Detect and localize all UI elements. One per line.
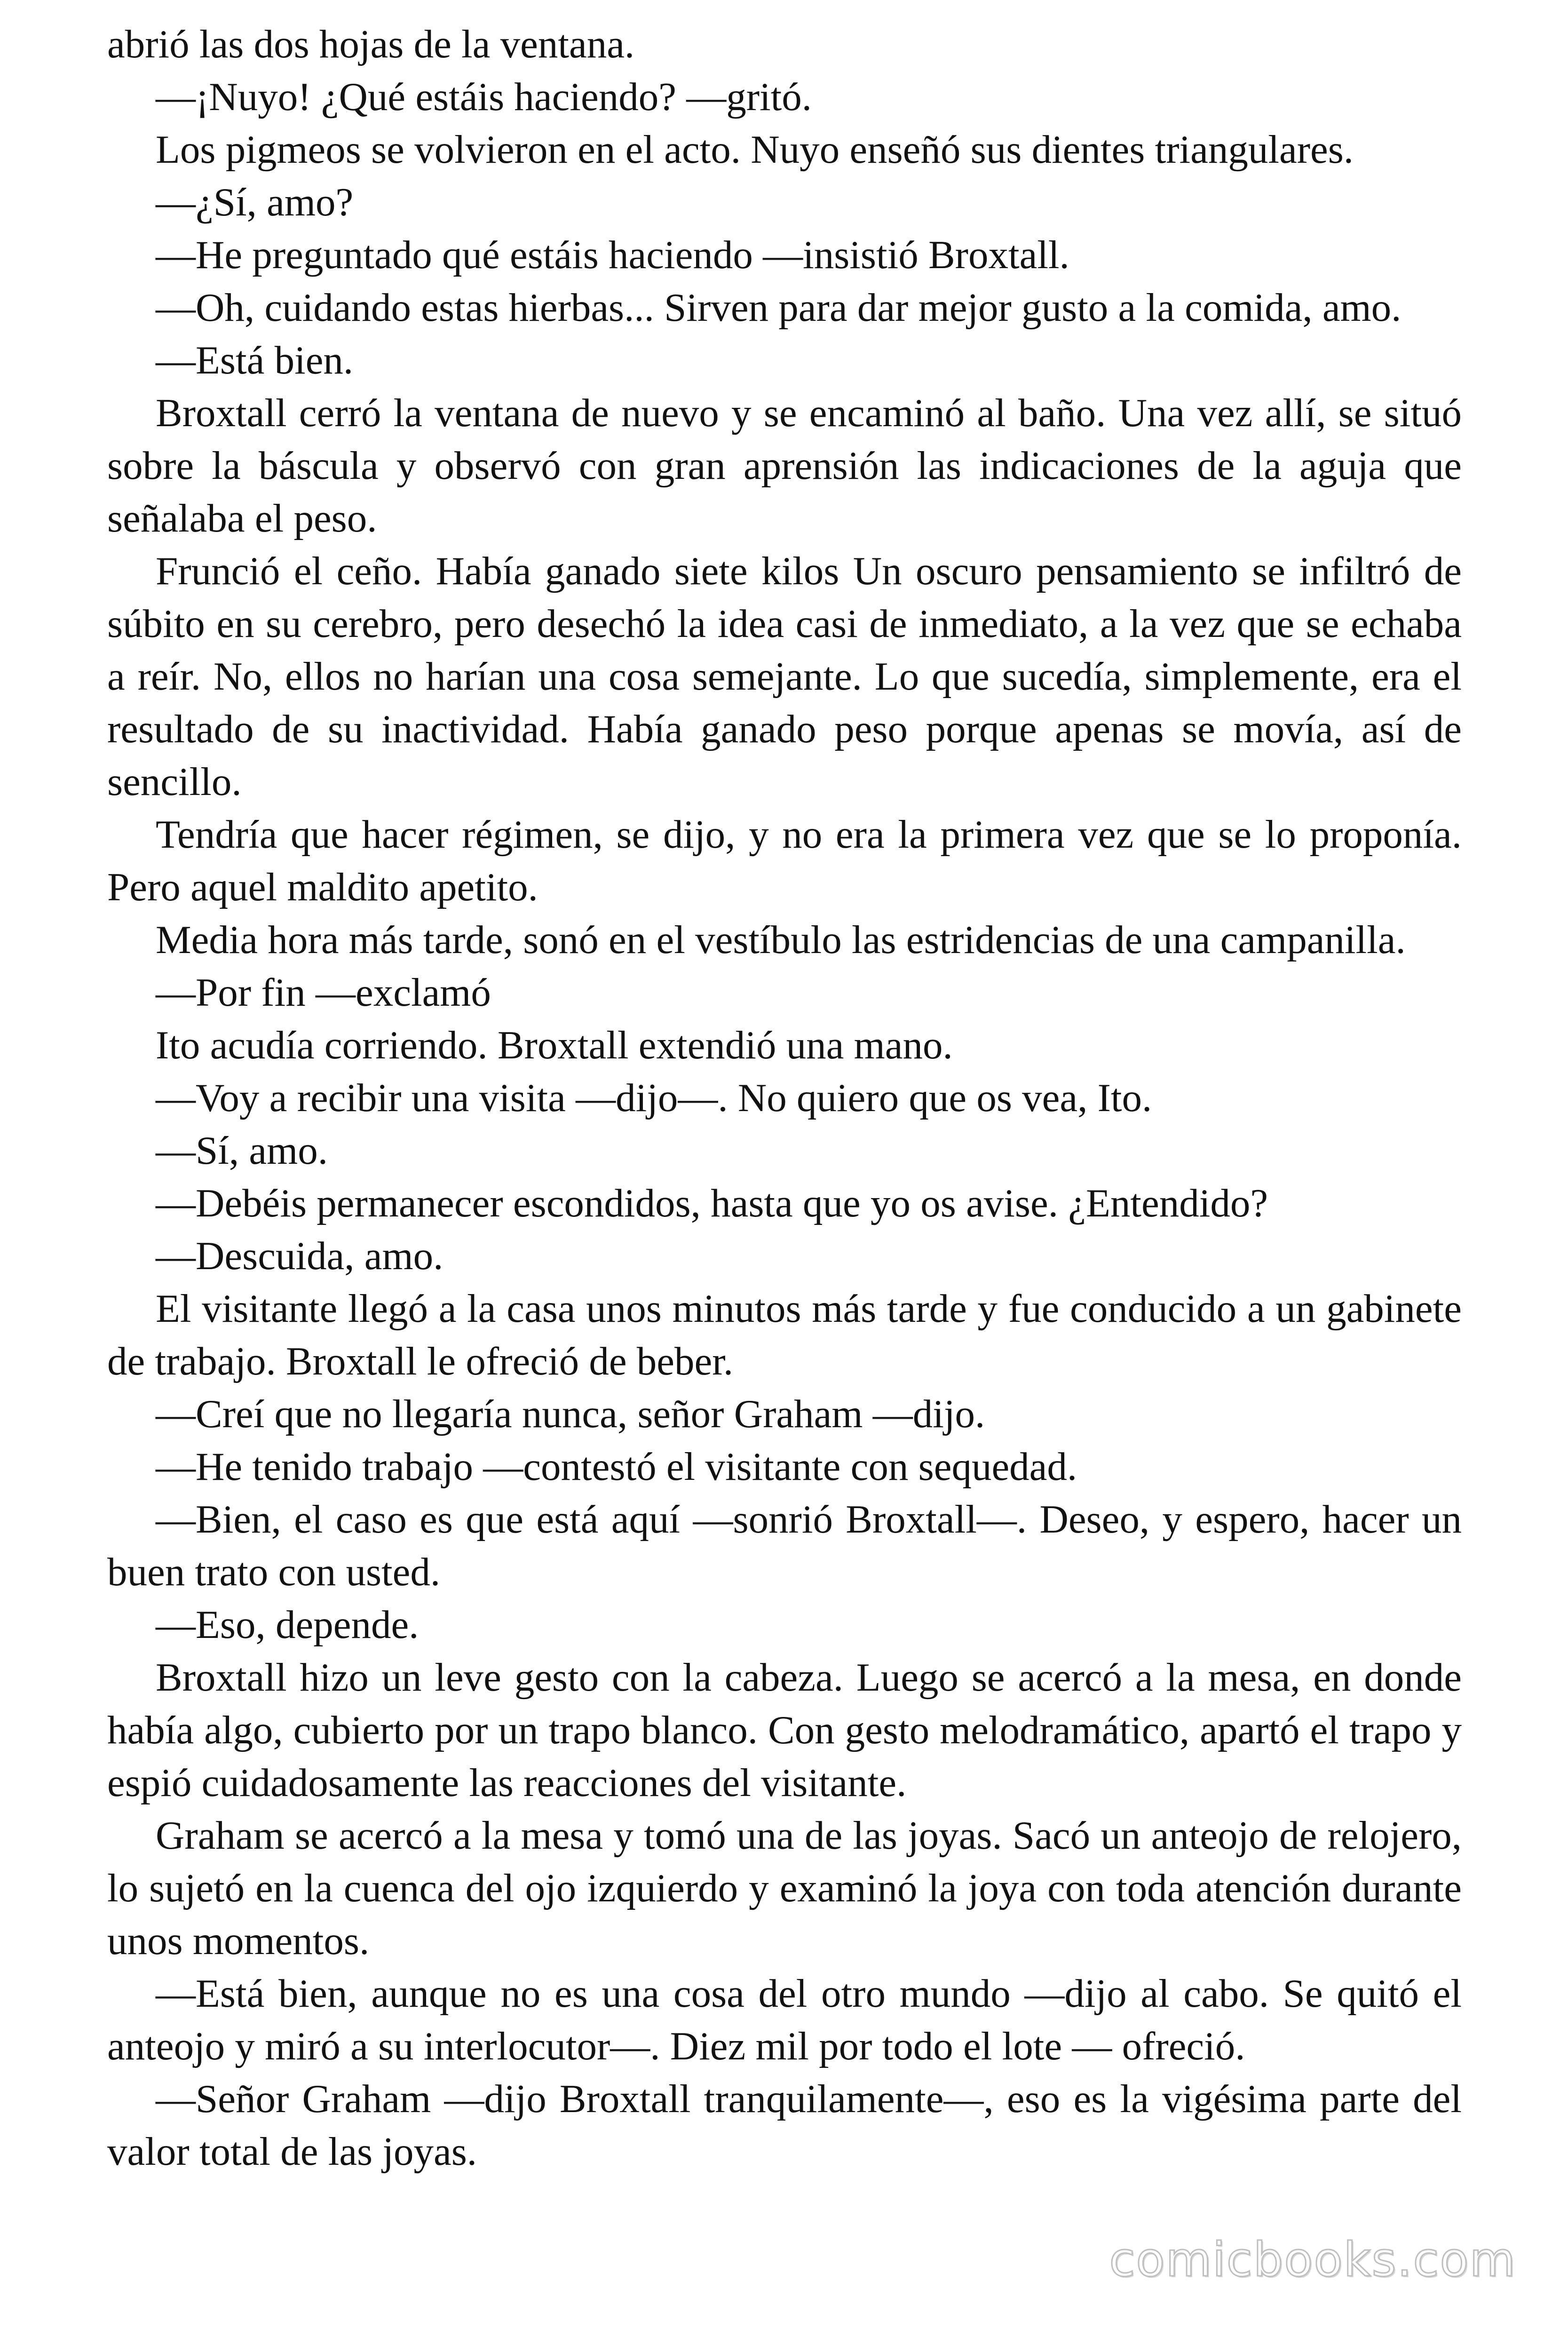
paragraph: Frunció el ceño. Había ganado siete kilos Un oscuro pensamiento se infiltró de súbito en su cerebro, pero desechó la idea casi de inmediato, a la vez que se echaba a reír. No, ellos no harían una cosa semejante. Lo que sucedía, simplemente, era el resultado de su inactividad. Había ganado peso porque apenas se movía, así de sencillo. (107, 549, 1462, 804)
paragraph: —He tenido trabajo —contestó el visitante con sequedad. (156, 1445, 1077, 1489)
paragraph: —¡Nuyo! ¿Qué estáis haciendo? —gritó. (156, 75, 812, 119)
paragraph: —Creí que no llegaría nunca, señor Graham —dijo. (156, 1392, 985, 1436)
paragraph: —Por fin —exclamó (156, 970, 491, 1015)
paragraph: —¿Sí, amo? (156, 180, 354, 224)
paragraph: —Oh, cuidando estas hierbas... Sirven para dar mejor gusto a la comida, amo. (156, 286, 1402, 330)
paragraph: Los pigmeos se volvieron en el acto. Nuyo enseñó sus dientes triangulares. (156, 127, 1354, 172)
paragraph: —He preguntado qué estáis haciendo —insistió Broxtall. (156, 233, 1069, 277)
paragraph: —Debéis permanecer escondidos, hasta que yo os avise. ¿Entendido? (156, 1181, 1268, 1225)
paragraph: —Está bien, aunque no es una cosa del otro mundo —dijo al cabo. Se quitó el anteojo y miró a su interlocutor—. Diez mil por todo el lote — ofreció. (107, 1971, 1462, 2068)
paragraph: Graham se acercó a la mesa y tomó una de las joyas. Sacó un anteojo de relojero, lo sujetó en la cuenca del ojo izquierdo y examinó la joya con toda atención durante unos momentos. (107, 1813, 1462, 1963)
paragraph: —Eso, depende. (156, 1603, 419, 1647)
paragraph: Media hora más tarde, sonó en el vestíbulo las estridencias de una campanilla. (156, 918, 1406, 962)
paragraph: Tendría que hacer régimen, se dijo, y no era la primera vez que se lo proponía. Pero aquel maldito apetito. (107, 812, 1462, 909)
paragraph: El visitante llegó a la casa unos minutos más tarde y fue conducido a un gabinete de trabajo. Broxtall le ofreció de beber. (107, 1287, 1462, 1383)
watermark: comicbooks.com (1109, 2232, 1516, 2287)
paragraph: —Descuida, amo. (156, 1234, 443, 1278)
paragraph: —Voy a recibir una visita —dijo—. No quiero que os vea, Ito. (156, 1076, 1152, 1120)
paragraph: abrió las dos hojas de la ventana. (107, 22, 635, 66)
paragraph: —Sí, amo. (156, 1128, 328, 1173)
body-text (107, 18, 1462, 2178)
paragraph: Broxtall hizo un leve gesto con la cabeza. Luego se acercó a la mesa, en donde había algo, cubierto por un trapo blanco. Con gesto melodramático, apartó el trapo y espió cuidadosamente las reacciones del visitante. (107, 1655, 1462, 1805)
paragraph: —Bien, el caso es que está aquí —sonrió Broxtall—. Deseo, y espero, hacer un buen trato con usted. (107, 1497, 1462, 1594)
paragraph: —Señor Graham —dijo Broxtall tranquilamente—, eso es la vigésima parte del valor total de las joyas. (107, 2077, 1462, 2174)
paragraph: Ito acudía corriendo. Broxtall extendió una mano. (156, 1023, 953, 1067)
paragraph: —Está bien. (156, 338, 354, 382)
paragraph: Broxtall cerró la ventana de nuevo y se encaminó al baño. Una vez allí, se situó sobre la báscula y observó con gran aprensión las indicaciones de la aguja que señalaba el peso. (107, 391, 1462, 540)
